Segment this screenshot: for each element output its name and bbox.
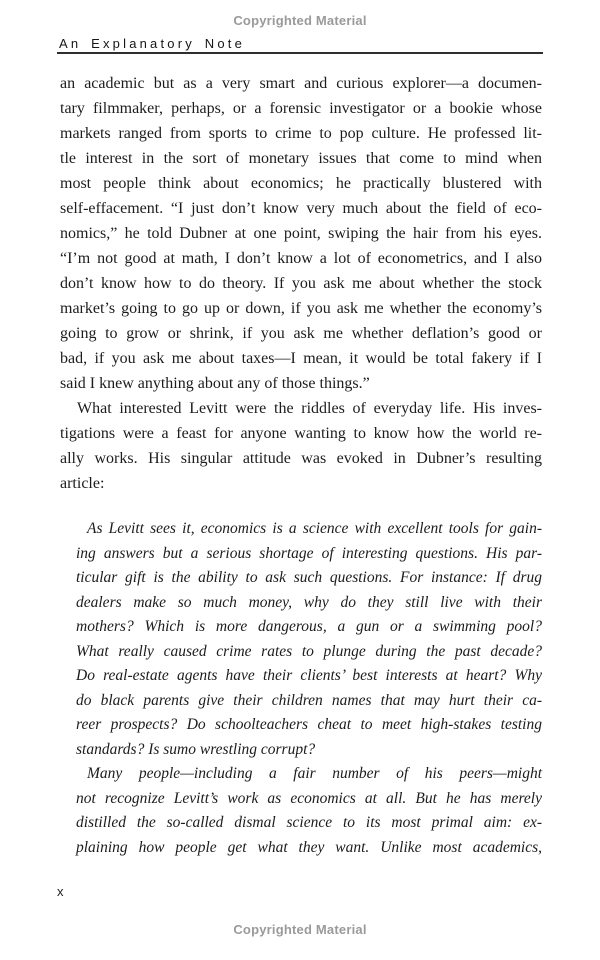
text-line: an academic but as a very smart and curious explorer—a documen- <box>60 75 542 92</box>
text-line: “I’m not good at math, I don’t know a lot of econometrics, and I also <box>60 250 542 267</box>
text-line: dealers make so much money, why do they still live with their <box>76 593 542 611</box>
text-line: ally works. His singular attitude was evoked in Dubner’s resulting <box>60 450 542 467</box>
text-line: tle interest in the sort of monetary issues that come to mind when <box>60 150 542 167</box>
text-line: ing answers but a serious shortage of interesting questions. His par- <box>76 544 542 562</box>
copyright-notice-top: Copyrighted Material <box>233 13 367 28</box>
copyright-notice-bottom: Copyrighted Material <box>233 922 367 937</box>
body-paragraph <box>60 396 542 496</box>
text-line: distilled the so-called dismal science to its most primal aim: ex- <box>76 814 542 831</box>
text-line: self-effacement. “I just don’t know very much about the field of eco- <box>60 200 542 217</box>
text-line: Do real-estate agents have their clients’ best interests at heart? Why <box>76 667 542 684</box>
text-line: Many people—including a fair number of his peers—might <box>87 765 542 782</box>
text-line: plaining how people get what they want. Unlike most academics, <box>76 838 542 856</box>
text-line: market’s going to go up or down, if you ask me whether the economy’s <box>60 300 542 317</box>
text-line: said I knew anything about any of those things.” <box>60 375 370 392</box>
text-line: What interested Levitt were the riddles of everyday life. His inves- <box>77 400 542 417</box>
text-line: nomics,” he told Dubner at one point, swiping the hair from his eyes. <box>60 225 542 242</box>
body-paragraph <box>60 71 542 396</box>
page-text <box>60 71 542 860</box>
text-line: going to grow or shrink, if you ask me whether deflation’s good or <box>60 325 542 342</box>
text-line: standards? Is sumo wrestling corrupt? <box>76 740 316 758</box>
text-line: most people think about economics; he practically blustered with <box>60 175 542 192</box>
text-line: mothers? Which is more dangerous, a gun or a swimming pool? <box>76 618 542 635</box>
text-line: don’t know how to do theory. If you ask me about whether the stock <box>60 275 542 292</box>
text-line: not recognize Levitt’s work as economics at all. But he has merely <box>76 789 542 807</box>
page-number: x <box>57 884 64 899</box>
text-line: ticular gift is the ability to ask such questions. For instance: If drug <box>76 569 542 586</box>
text-line: reer prospects? Do schoolteachers cheat to meet high-stakes testing <box>76 716 542 733</box>
text-line: As Levitt sees it, economics is a science with excellent tools for gain- <box>87 520 542 537</box>
text-line: do black parents give their children names that may hurt their ca- <box>76 691 542 709</box>
text-line: What really caused crime rates to plunge during the past decade? <box>76 642 542 660</box>
text-line: markets ranged from sports to crime to pop culture. He professed lit- <box>60 125 542 142</box>
running-header-title: An Explanatory Note <box>59 36 246 51</box>
text-line: article: <box>60 475 105 492</box>
header-rule <box>57 52 543 54</box>
text-line: tary filmmaker, perhaps, or a forensic investigator or a bookie whose <box>60 100 542 117</box>
text-line: bad, if you ask me about taxes—I mean, it would be total fakery if I <box>60 350 542 367</box>
block-quote <box>76 517 542 860</box>
text-line: tigations were a feast for anyone wanting to know how the world re- <box>60 425 542 442</box>
